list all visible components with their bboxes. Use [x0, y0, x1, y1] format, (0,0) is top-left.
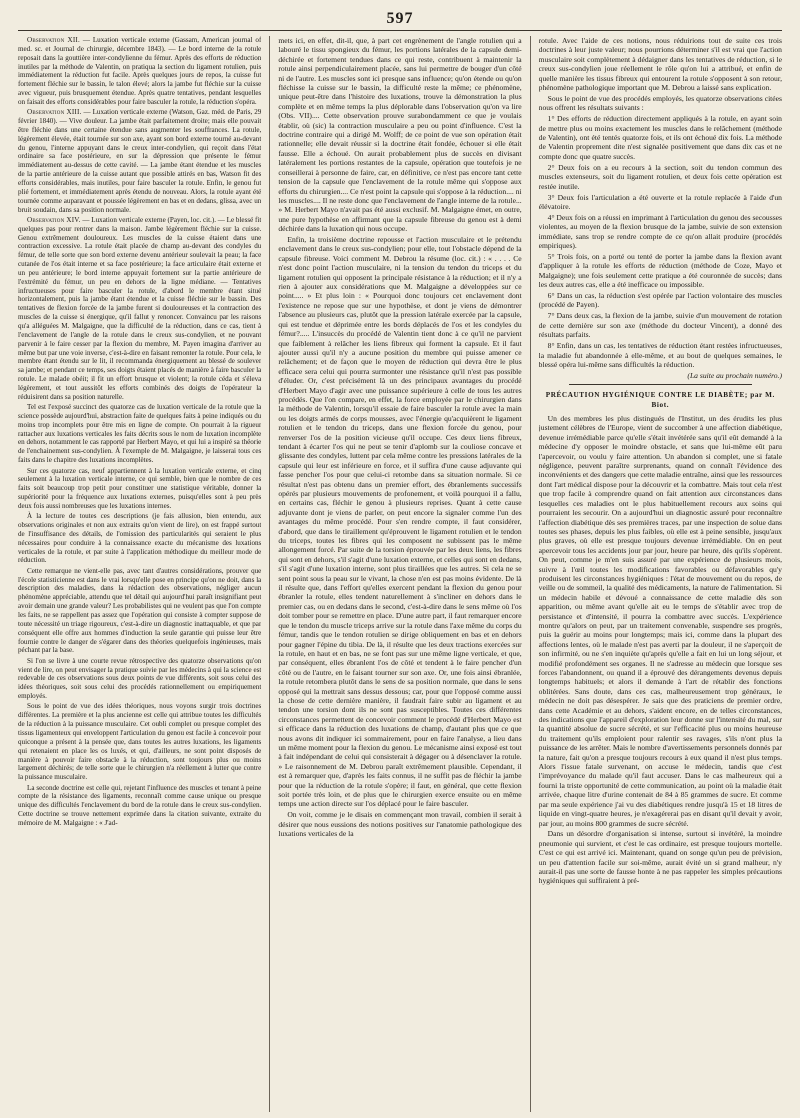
- header-rule: [18, 30, 782, 31]
- paragraph-text: Cette remarque ne vient-elle pas, avec tant d'autres considérations, prouver que l'école statisticienne est dans le vrai lorsqu'elle pose en principe qu'on ne doit, dans la description des maladies, dans la rédaction des observations, négliger aucun phénomène appréciable, attendu que tel détail qui aujourd'hui paraît insignifiant peut avoir demain une grande valeur? Les probabilistes qui ne veulent pas que l'on compte les faits, ne se rappellent pas assez que l'opération qui consiste à compter suppose de toute nécessité un triage rigoureux, c'est-à-dire un diagnostic inattaquable, et que par conséquent elle offre aux hommes d'induction la seule garantie qui puisse leur être fournie contre le danger de s'égarer dans des théories quelquefois ingénieuses, mais péchant par la base.: [18, 566, 262, 655]
- article-paragraph: Dans un désordre d'organisation si intense, surtout si invétéré, la moindre pneumonie qui survient, et c'est le cas ordinaire, est presque toujours mortelle. C'est ce qui est arrivé ici. Maintenant, quand on songe qu'un peu de prévision, un peu d'attention facile sur soi-même, aurait évité un si grand malheur, n'y aurait-il pas une sorte de fausse honte à ne pas rappeler les simples précautions hygiéniques qui suffiraient à pré-: [538, 829, 782, 886]
- paragraph: mets ici, en effet, dit-il, que, à part cet engrènement de l'angle rotulien qui a labouré le tissu spongieux du fémur, les portions latérales de la capsule demi-déchirée et fortement tendues dans ce qui reste, contribuent à maintenir la rotule ainsi perpendiculairement placée, sans lui permettre de bouger d'un côté ni de l'autre. Les muscles sont ici presque sans influence; qu'on étende ou qu'on fléchisse la cuisse sur le bassin, la difficulté reste la même; ce phénomène, unique peut-être dans l'histoire des luxations, trouve la démonstration la plus complète et en même temps la plus déplorable dans l'observation qu'on va lire (Obs. VII).... Cette observation prouve surabondamment ce que je voulais établir, où (sic) la contraction musculaire a peu ou point d'influence. C'est la doctrine contraire qui a dirigé M. Wolff; de ce point de vue son opération était rationnelle; elle devait réussir si la doctrine était fondée, échouer si elle était fausse. Elle a échoué. On aurait probablement plus de succès en divisant latéralement les portions restantes de la capsule, opération que toutefois je ne conseillerai à personne de faire, car, en définitive, ce n'est pas encore tant cette tension de la capsule que l'enclavement de la rotule même qui s'oppose aux efforts du chirurgien.... Ce n'est point la capsule qui s'oppose à la réduction.... ni les muscles.... Il ne reste donc que l'enclavement de l'angle interne de la rotule... » M. Herbert Mayo n'avait pas été aussi exclusif. M. Malgaigne émet, en outre, une pure hypothèse en affirmant que la capsule fibreuse du genou est à demi déchirée dans la luxation qui nous occupe.: [278, 36, 522, 234]
- procedures-summary: Sous le point de vue des procédés employés, les quatorze observations citées nous offrent les résultats suivants :: [538, 93, 782, 113]
- paragraph: [18, 784, 261, 828]
- right-intro-paragraph: rotule. Avec l'aide de ces notions, nous réduirions tout de suite ces trois doctrines à leur juste valeur; nous pourrions déterminer s'il est vrai que l'action musculaire soit complètement à dédaigner dans les tentatives de réduction, si le creux sus-condylien joue réellement le rôle qu'on lui a attribué, et enfin de quelle manière les tissus fibreux qui entourent la rotule s'opposent à son retour, phénomène pathologique important que M. Debrou a laissé sans explication.: [538, 36, 782, 93]
- observation-label: Observation XIV.: [27, 215, 81, 224]
- middle-column: [278, 36, 521, 1112]
- continued-note: (La suite au prochain numéro.): [687, 370, 782, 380]
- paragraph-text: Sous le point de vue des idées théoriques, nous voyons surgir trois doctrines différentes. La première et la plus ancienne est celle qui attribue toutes les difficultés de la réduction à la puissance musculaire. Cet oubli complet ou presque complet des tissus ligamenteux qui enveloppent l'articulation du genou est facile à concevoir pour quiconque a présent à la pensée que, dans toutes les autres luxations, les ligaments qui retenaient en place les os luxés, et qui, d'ailleurs, ne sont point disposés de manière à pouvoir faire obstacle à la réduction, sont toujours plus ou moins largement déchirés; de telle sorte que le chirurgien n'a réellement à lutter que contre la puissance musculaire.: [18, 702, 262, 782]
- article-title: PRÉCAUTION HYGIÉNIQUE CONTRE LE DIABÈTE; par M. Biot.: [545, 391, 775, 409]
- paragraph: [18, 567, 261, 655]
- article-paragraph: Un des membres les plus distingués de l'Institut, un des érudits les plus justement célèbres de l'Europe, vient de succomber à une affection diabétique, devenue irrémédiable parce qu'elle s'était invétérée sans qu'il eût demandé à la médecine d'y opposer le moindre obstacle, et sans que lui-même eût paru l'apercevoir, ou voulu y faire attention. Un abandon si complet, une si fatale négligence, peuvent paraître surprenants, quand on connaît l'évidence des inconvénients et des dangers que cette maladie entraîne, ainsi que les ressources dont l'art médical dispose pour la découvrir et la combattre. Mais tout cela n'est que trop facile à comprendre quand on fait attention aux circonstances dans lesquelles ces maladies ont le plus habituellement recours aux soins qui pourraient les secourir. On a aujourd'hui un diagnostic assuré pour reconnaître l'affection diabétique dès ses premières traces, par une inspection de solue dans toutes ses phases, depuis les plus faibles, où elle est à peine sensible, jusqu'aux plus graves, où elle est presque toujours devenue irrémédiable. On en peut apercevoir tous les accidents jour par jour, heure par heure, dès qu'ils s'opèrent. On peut, comme je m'en suis assuré par une expérience de plusieurs mois, suivre à l'œil toutes les modifications favorables ou défavorables qu'y produisent les circonstances hygiéniques : l'état de mouvement ou du repos, de veille ou de sommeil, la qualité des médicaments, la nature de l'alimentation. Si un médecin habile et dévoué a connaissance de cette maladie dès son apparition, ou même avant qu'elle ait eu le temps de s'établir avec trop de persistance et d'intensité, il pourra la combattre avec succès. L'expérience montre qu'alors on peut, par un traitement convenable, suspendre ses progrès, puis la guérir au moins pour longtemps; mais ici, comme dans la plupart des affections lentes, où le malade n'est pas averti par la douleur, il ne s'aperçoit de son infirmité, ou ne s'en inquiète qu'après qu'elle a fait en lui un long séjour, et modifié profondément ses organes. Il ne s'adresse au médecin que lorsque ses forces l'abandonnent, ou quand il a éprouvé des dérangements devenus depuis longtemps habituels; et alors il demande à l'art de rétablir des fonctions oblitérées. Sans doute, dans ces cas, malheureusement trop généraux, le médecin ne doit pas désespérer. Je sais que des praticiens de premier ordre, dans cette Académie et au dehors, s'aident encore, en de telles circonstances, des indications que l'appareil d'exploration leur donne sur l'intensité du mal, sur la quantité absolue de sucre sécrété, et sur l'efficacité plus ou moins heureuse du traitement qu'ils emploient pour ralentir ses ravages, s'ils n'ont plus la puissance de les arrêter. Mais le nombre d'avertissements personnels donnés par la nature, fait qu'on a presque toujours recours à eux quand il n'est plus temps. Alors l'issue fatale survenant, on accuse le médecin, tandis que c'est l'imprévoyance du malade qu'il faut accuser. Dans le cas malheureux qui a fourni la triste opportunité de cette communication, au point où la maladie était arrivée, chaque litre d'urine contenait de 84 à 85 grammes de sucre. Et comme par ma seule expérience j'ai vu des diabétiques rendre jusqu'à 15 et 18 litres de liquide en vingt-quatre heures, je n'exagérerai pas en disant qu'il devait y avoir, par jour, au moins 800 grammes de sucre sécrété.: [538, 414, 782, 828]
- paragraph-text: — Luxation verticale externe (Watson, Gaz. méd. de Paris, 29 février 1840). — Vive douleur. La jambe était parfaitement droite; mais elle pouvait être fléchie dans une certaine étendue sans augmenter les souffrances. La rotule, légèrement élevée, était tournée sur son axe, ayant son bord externe tourné au-devant du genou, l'interne appuyant dans le creux inter-condylien, qui reçoit dans l'état ordinaire sa face postérieure, en sur la dépression que présente le fémur immédiatement au-dessus de cette cavité. — La jambe étant étendue et les muscles de la partie antérieure de la cuisse autant que possible attirés en bas, Watson fit des efforts considérables, mais inutiles, pour faire basculer la rotule. Enfin, le genou fut plié fortement, et immédiatement après étendu de nouveau. Alors, la rotule ayant été tournée comme auparavant et poussée légèrement en bas et en dedans, glissa, avec un bruit soudain, dans sa position normale.: [18, 108, 262, 214]
- paragraph: [18, 467, 261, 511]
- column-divider: [530, 36, 531, 1112]
- paragraph-text: La seconde doctrine est celle qui, rejetant l'influence des muscles et tenant à peine compte de la résistance des ligaments, reconnaît comme cause unique ou presque unique des difficultés l'enclavement du bord de la rotule dans le creux sus-condylien. Cette doctrine se trouve nettement exprimée dans la citation suivante, extraite du mémoire de M. Malgaigne : « J'ad-: [18, 783, 262, 827]
- column-divider: [269, 36, 270, 1112]
- result-item: 1° Des efforts de réduction directement appliqués à la rotule, en ayant soin de mettre plus ou moins exactement les muscles dans le relâchement (méthode de Valentin), ont été tentés quatorze fois, et ils ont échoué dix fois. La méthode de Valentin proprement dite n'est signalée positivement que dans dix cas et ne compte donc que quatre succès.: [538, 114, 782, 161]
- result-item: 4° Deux fois on a réussi en imprimant à l'articulation du genou des secousses violentes, au moyen de la flexion brusque de la jambe, suivie de son extension immédiate, sans trop se rendre compte de ce qu'on allait produire (procédés empiriques).: [538, 212, 782, 251]
- article-divider: [569, 384, 752, 385]
- paragraph: [18, 657, 261, 701]
- paragraph: [18, 216, 261, 402]
- left-column: [18, 36, 261, 1112]
- paragraph-text: À la lecture de toutes ces descriptions (je fais allusion, bien entendu, aux observations originales et non aux extraits qu'on vient de lire), on est frappé surtout de l'insuffisance des détails, de l'omission des particularités qui seraient le plus nécessaires pour conduire à la connaissance exacte du mécanisme des luxations verticales de la rotule, et par suite à l'application méthodique du meilleur mode de réduction.: [18, 512, 262, 565]
- paragraph-text: Tel est l'exposé succinct des quatorze cas de luxation verticale de la rotule que la science possède aujourd'hui, abstraction faite de quelques faits à peine indiqués ou du moins trop incomplets pour être mis en ligne de compte. On pourrait à la rigueur rattacher aux luxations verticales les faits décrits sous le nom de luxation incomplète en dehors, notamment le cas rapporté par Herbert Mayo, et qui lui a inspiré sa théorie de l'enchainement sus-condylien. À l'exemple de M. Malgaigne, je laisserai tous ces faits dans le chapitre des luxations incomplètes.: [18, 403, 262, 465]
- paragraph-text: Si l'on se livre à une courte revue rétrospective des quatorze observations qu'on vient de lire, on peut envisager la pratique suivie par les médecins à qui la science est redevable de ces observations sous deux points de vue différents, soit sous celui des idées théoriques, soit sous celui des procédés rationnellement ou empiriquement employés.: [18, 656, 262, 701]
- paragraph: Enfin, la troisième doctrine repousse et l'action musculaire et le prétendu enclavement dans le creux sus-condylien; pour elle, tout l'obstacle dépend de la capsule fibreuse. Voici comment M. Debrou la résume (loc. cit.) : « . . . . Ce n'est donc point l'action musculaire, ni la tension du tendon du triceps et du ligament rotulien qui opposent la principale résistance à la réduction; et il n'y a rien à ajouter aux considérations que M. Malgaigne a développées sur ce point..... » Et plus loin : « Pourquoi donc toujours cet enclavement dont l'existence ne repose que sur une hypothèse, et dont je viens de démontrer l'absence au plusieurs cas, plutôt que la pression latérale exercée par la capsule, qui est tendue et déprimée entre les bords déplacés de l'os et les condyles du fémur?..... L'insuccès du procédé de Valentin tient donc à ce qu'il ne parvient que faiblement à relâcher les liens fibreux qui forment la capsule. Et il faut ajouter aussi qu'il n'y a aucune position du membre qui puisse amener ce relâchement; et de façon que le moyen de réduction qui devra être le plus efficace sera celui qui pourra surmonter une résistance qu'il n'est pas possible d'éluder. Or, c'est précisément là un des principaux avantages du procédé d'Herbert Mayo d'agir avec une puissance supérieure à celle de tous les autres procédés. Que l'on compare, en effet, la force employée par le chirurgien dans la méthode de Valentin, lorsqu'il essaie de faire basculer la rotule avec la main ou les doigts armés de corps mousses, avec l'énergie qu'acquièrent le ligament rotulien et le tendon du triceps, dans une flexion forcée du genou, pour renverser l'os de la position vicieuse qu'il occupe. Ces deux liens fibreux, tendant à écarter l'os qui ne peut se tenir d'aplomb sur la couliose concave et glissante des condyles, luttent par cela même contre les pressions latérales de la capsule qui leur est inférieure en force, et il suffira d'une cause adjuvante qui fasse pencher l'os pour que celui-ci retombe dans sa situation normale. Si ce résultat n'est pas obtenu dans un premier effort, des ébranlements successifs opérés par plusieurs mouvements de profonement, et voilà pourquoi il a fallu, en certains cas, fléchir le genou à plusieurs reprises. Quant à cette cause adjuvante dont je viens de parler, on peut encore la signaler comme l'un des avantages du même procédé. Pour s'en rendre compte, il faut considérer, d'abord, que dans le tiraillement qu'éprouvent le ligament rotulien et le tendon du triceps, toutes les fibres qui les composent ne subissent pas le même allongement forcé. Par suite de la torsion éprouvée par les deux liens, les fibres qui sont en dehors, s'il s'agit d'une luxation externe, et celles qui sont en dedans, s'il s'agit d'une luxation interne, sont plus tiraillées que les autres. Si cela ne se sent point sous la peau sur le vivant, la chose n'en est pas moins évidente. De là il résulte que, dans l'effort qu'elles exercent pendant la flexion du genou pour ébranler la rotule, elles tendent naturellement à s'incliner en dehors dans le premier cas, ou en dedans dans le second, c'est-à-dire dans le sens même où l'os doit tomber pour se remettre en place. D'une autre part, il faut remarquer encore que le tendon du muscle triceps arrive sur la rotule dans l'axe même du corps du fémur, tandis que le tendon rotulien se dirige obliquement en bas et en dehors pour gagner l'épine du tibia. De là, il résulte que les deux tractions exercées sur la rotule, en haut et en bas, ne se font pas sur une même ligne verticale, et que, par conséquent, elles ébranlent l'os de côté et tendent à le faire pencher d'un côté ou de l'autre, en le faisant tourner sur son axe. Or, une fois ainsi ébranlée, la rotule retombera plutôt dans le sens de sa position normale, que dans le sens opposé qui la mettrait sans dessus dessous; car, pour que l'opposé comme aussi la chose de cette dernière manière, il faudrait faire subir au ligament et au tendon une torsion dont ils ne sont pas susceptibles. Toutes ces différentes circonstances permettent de concevoir comment le procédé d'Herbert Mayo est si efficace dans la réduction des luxations de champ, d'autant plus que ce que nous avons dit indiquer ici sommairement, pour en faire l'analyse, a lieu dans un même moment pour la flexion du genou. Le mécanisme ainsi exposé est tout à fait indépendant de celui qui consisterait à dégager ou à désenclaver la rotule. » Le raisonnement de M. Debrou paraît extrêmement plausible. Cependant, il est à remarquer que, d'après les faits connus, il ne suffit pas de fléchir la jambe pour que la réduction de la rotule s'opère; il faut, en général, que cette flexion soit portée très loin, et de plus que le chirurgien exerce ensuite ou en même temps une action directe sur l'os déplacé pour le faire basculer.: [278, 235, 522, 809]
- result-item: 8° Enfin, dans un cas, les tentatives de réduction étant restées infructueuses, la maladie fut abandonnée à elle-même, et au bout de quelques semaines, le blessé opéra lui-même sans difficultés la réduction.: [538, 341, 782, 369]
- paragraph-text: — Luxation verticale externe (Gassam, American journal of med. sc. et Journal de chirurgie, décembre 1843). — Le bord interne de la rotule reposait dans la gouttière inter-condylienne du fémur. Après des efforts de réduction inutiles par la méthode de Valentin, on pratiqua la section du ligament rotulien, puis immédiatement la réduction fut facile. Après quelques jours de repos, la cuisse fut fortement fléchie sur le bassin, le talon élevé; alors la jambe fut fléchie sur la cuisse avec vigueur, puis brusquement étendue. Après quatre tentatives, pendant lesquelles on faisait des efforts considérables pour faire basculer la rotule, la réduction s'opéra.: [18, 36, 262, 106]
- result-item: 5° Trois fois, on a porté ou tenté de porter la jambe dans la flexion avant d'appliquer à la rotule les efforts de réduction (méthode de Coze, Mayo et Malgaigne); une fois seulement cette pratique a été couronnée de succès; dans les deux autres cas, elle a été inefficace ou impossible.: [538, 251, 782, 290]
- paragraph-text: Sur ces quatorze cas, neuf appartiennent à la luxation verticale externe, et cinq seulement à la luxation verticale interne, ce qui semble, bien que le nombre de ces faits soit beaucoup trop petit pour constituer une statistique véritable, donner la supériorité pour la fréquence aux luxations externes, puisqu'elles sont à peu près deux fois aussi nombreuses que les luxations internes.: [18, 466, 262, 510]
- result-item: 2° Deux fois on a eu recours à la section, soit du tendon commun des muscles extenseurs, soit du ligament rotulien, et deux fois cette opération est restée inutile.: [538, 162, 782, 191]
- paragraph-text: — Luxation verticale externe (Payen, loc. cit.). — Le blessé fit quelques pas pour rentrer dans la maison. Jambe légèrement fléchie sur la cuisse. Genou extrêmement douloureux. Les muscles de la cuisse étaient dans une contraction excessive. La rotule était placée de champ au-devant des condyles du fémur, de telle sorte que son bord externe devenu antérieur soulevait la peau; la face cutanée de l'os était interne et sa face postérieure; la face articulaire était externe et un peu antérieure; le bord interne appuyait fortement sur la partie antérieure de l'extrémité du fémur, un peu en dehors de la ligne médiane. — Tentatives infructueuses pour faire basculer la rotule, d'abord le membre étant situé horizontalement, puis la jambe étant étendue et la cuisse fléchie sur le bassin. Des tentatives de flexion forcée de la jambe furent si douloureuses et la contraction des muscles de la cuisse si énergique, qu'il fallut y renoncer. Convaincu par les raisons qu'a alléguées M. Malgaigne, que la difficulté de la réduction, dans ce cas, tient à l'enclavement de l'angle de la rotule dans le creux sus-condylien, et ne pouvant parvenir à le faire cesser par la flexion du membre, M. Payen imagina d'arriver au même but par une voie inverse, c'est-à-dire en faisant remonter la rotule. Pour cela, le membre étant étendu sur le lit, il recommanda énergiquement au blessé de soulever sa jambe; et pendant ce temps, ses doigts étaient placés de manière à faire basculer la rotule. Le malade obéit; il fit un effort brusque et violent; la rotule céda et s'éleva légèrement, et tout aussitôt les efforts combinés des doigts de l'opérateur la réduisirent dans sa position naturelle.: [18, 215, 262, 401]
- paragraph: [18, 403, 261, 465]
- results-list: [539, 114, 782, 369]
- result-item: 3° Deux fois l'articulation a été ouverte et la rotule replacée à l'aide d'un élévatoire.: [538, 192, 782, 211]
- paragraph: On voit, comme je le disais en commençant mon travail, combien il serait à désirer que nous eussions des notions positives sur l'anatomie pathologique des luxations verticales de la: [278, 810, 522, 839]
- paragraph: [18, 36, 261, 107]
- text-columns: [18, 36, 782, 1112]
- result-item: 6° Dans un cas, la réduction s'est opérée par l'action volontaire des muscles (procédé de Payen).: [538, 291, 782, 310]
- article-body: [539, 414, 782, 886]
- paragraph: [18, 512, 261, 565]
- observation-label: Observation XII.: [27, 36, 80, 44]
- paragraph: [18, 702, 261, 782]
- result-item: 7° Dans deux cas, la flexion de la jambe, suivie d'un mouvement de rotation de cette dernière sur son axe (méthode du docteur Vincent), a donné des résultats parfaits.: [538, 311, 782, 340]
- paragraph: [18, 108, 261, 214]
- observation-label: Observation XIII.: [27, 108, 82, 117]
- page-number: 597: [386, 10, 414, 27]
- right-column: [539, 36, 782, 1112]
